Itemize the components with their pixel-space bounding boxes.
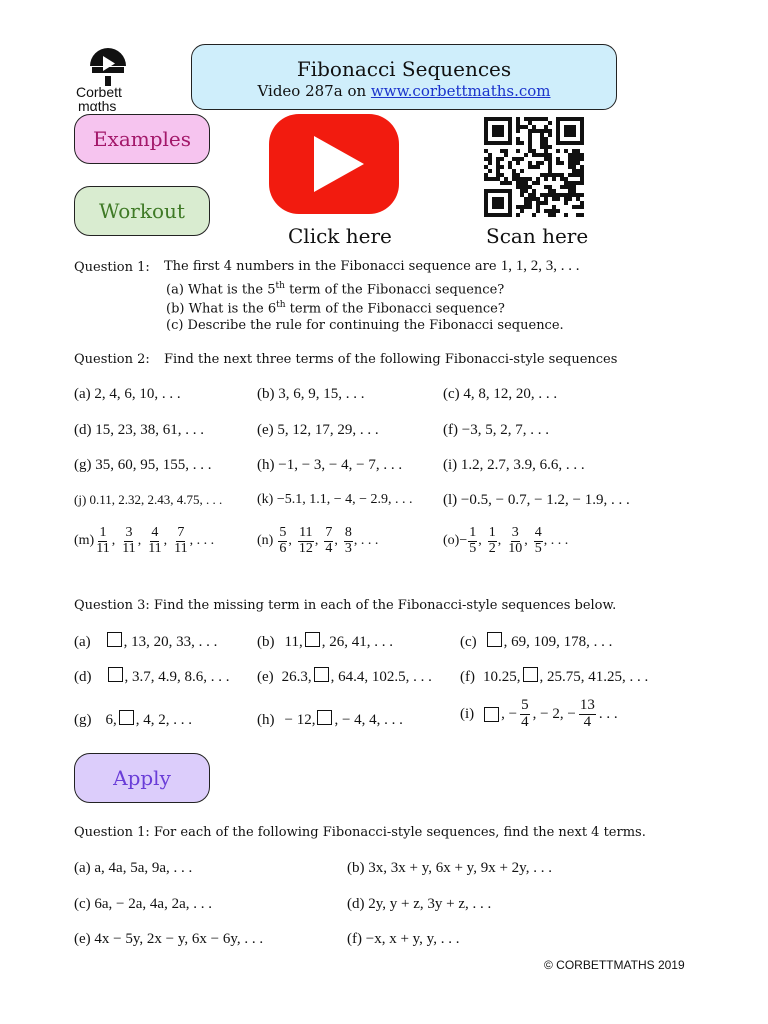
q3-a-rest: , 13, 20, 33, . . . — [123, 634, 218, 650]
q1-label: Question 1: — [74, 260, 150, 275]
q2-e: (e) 5, 12, 17, 29, . . . — [257, 422, 379, 438]
examples-button[interactable]: Examples — [74, 114, 210, 164]
scan-here-label: Scan here — [486, 224, 589, 248]
dots: , . . . — [189, 533, 215, 549]
frac-num: 11 — [299, 525, 313, 540]
q1-a-sup: th — [275, 281, 285, 291]
q2-m-frac4 — [173, 526, 188, 556]
q2-c: (c) 4, 8, 12, 20, . . . — [443, 386, 558, 402]
comma: , — [163, 533, 168, 549]
page-title: Fibonacci Sequences — [296, 57, 512, 81]
frac-den: 11 — [148, 540, 162, 556]
q3-g-pre: 6, — [105, 712, 117, 728]
q3-i-end: . . . — [598, 705, 618, 722]
q2-n-label: (n) — [257, 533, 274, 549]
q2-label: Question 2: — [74, 352, 150, 367]
answer-box[interactable] — [317, 710, 332, 725]
q2-m — [74, 526, 214, 556]
q2-m-frac1 — [95, 526, 110, 556]
q1-part-c: (c) Describe the rule for continuing the Fibonacci sequence. — [166, 318, 564, 333]
subtitle-prefix: Video 287a on — [257, 82, 371, 100]
q3-b-rest: , 26, 41, . . . — [321, 634, 393, 650]
qr-code[interactable] — [482, 117, 586, 217]
copyright: © CORBETTMATHS 2019 — [544, 958, 685, 972]
q3-e-pre: 26.3, — [281, 669, 312, 685]
frac-den: 3 — [344, 540, 352, 556]
q3-i — [460, 698, 618, 731]
website-link[interactable]: www.corbettmaths.com — [370, 82, 551, 100]
q3-h-label: (h) — [257, 712, 275, 728]
frac-num: 7 — [177, 525, 185, 540]
frac-num: 1 — [488, 525, 496, 540]
q1-sequence: 1, 1, 2, 3, . . . — [500, 258, 580, 274]
comma: , — [478, 533, 482, 549]
q3-b — [257, 632, 393, 651]
frac-den: 4 — [521, 713, 529, 730]
apply-q1-text: Question 1: For each of the following Fibonacci-style sequences, find the next 4 terms. — [74, 825, 646, 840]
comma: , — [314, 533, 319, 549]
q3-e — [257, 667, 432, 686]
q2-a: (a) 2, 4, 6, 10, . . . — [74, 386, 181, 402]
q1-b-text: (b) What is the 6 — [166, 301, 277, 317]
frac-num: 4 — [151, 525, 159, 540]
frac-den: 11 — [122, 540, 136, 556]
q1-b-sup: th — [276, 300, 286, 310]
q2-m-frac2 — [121, 526, 136, 556]
q3-a-label: (a) — [74, 634, 91, 650]
q3-h — [257, 710, 403, 729]
play-icon[interactable] — [269, 114, 399, 214]
q3-c — [460, 632, 612, 651]
q3-d-rest: , 3.7, 4.9, 8.6, . . . — [124, 669, 230, 685]
q3-g-label: (g) — [74, 712, 92, 728]
q3-c-label: (c) — [460, 634, 477, 650]
q3-text: Question 3: Find the missing term in each of the Fibonacci-style sequences below. — [74, 598, 617, 613]
q3-h-rest: , − 4, 4, . . . — [334, 712, 403, 728]
workout-button[interactable]: Workout — [74, 186, 210, 236]
q1-text — [164, 258, 579, 275]
frac-num: 13 — [579, 697, 595, 713]
answer-box[interactable] — [305, 632, 320, 647]
q3-h-pre: − 12, — [284, 712, 316, 728]
answer-box[interactable] — [487, 632, 502, 647]
frac-den: 11 — [174, 540, 188, 556]
frac-num: 5 — [279, 525, 287, 540]
comma: , — [497, 533, 502, 549]
q3-f-pre: 10.25, — [483, 669, 521, 685]
q2-k: (k) −5.1, 1.1, − 4, − 2.9, . . . — [257, 492, 413, 507]
q3-f-rest: , 25.75, 41.25, . . . — [539, 669, 649, 685]
q2-h: (h) −1, − 3, − 4, − 7, . . . — [257, 457, 403, 473]
frac-den: 2 — [488, 540, 496, 556]
q1-a-rest: term of the Fibonacci sequence? — [284, 282, 505, 298]
minus: − — [459, 533, 468, 549]
logo-text-line2: mαths — [78, 98, 117, 114]
comma: , — [288, 533, 292, 549]
q2-o-frac3 — [507, 526, 523, 556]
title-box — [191, 44, 617, 110]
q3-d — [74, 667, 230, 686]
q3-g — [74, 710, 192, 729]
q2-j: (j) 0.11, 2.32, 2.43, 4.75, . . . — [74, 492, 223, 507]
frac-den: 6 — [279, 540, 287, 556]
q2-f: (f) −3, 5, 2, 7, . . . — [443, 422, 549, 438]
apply-button[interactable]: Apply — [74, 753, 210, 803]
q2-n — [257, 526, 378, 556]
answer-box[interactable] — [108, 667, 123, 682]
q2-n-frac3 — [324, 526, 333, 556]
q3-i-frac1 — [520, 698, 530, 731]
dots: , . . . — [543, 533, 569, 549]
frac-den: 5 — [469, 540, 477, 556]
qr-code-icon[interactable] — [482, 117, 586, 217]
q2-o-frac4 — [534, 526, 543, 556]
q1-part-a — [166, 281, 504, 297]
frac-num: 1 — [99, 525, 107, 540]
q3-e-rest: , 64.4, 102.5, . . . — [330, 669, 432, 685]
frac-den: 4 — [325, 540, 333, 556]
frac-den: 5 — [534, 540, 542, 556]
q2-n-frac2 — [298, 526, 314, 556]
q3-g-rest: , 4, 2, . . . — [135, 712, 192, 728]
q3-f — [460, 667, 648, 686]
answer-box[interactable] — [107, 632, 122, 647]
frac-num: 3 — [125, 525, 133, 540]
q1-prompt: The first 4 numbers in the Fibonacci sequence are — [164, 259, 497, 274]
q3-i-label: (i) — [460, 705, 475, 722]
q3-i-mid2: , − 2, − — [532, 705, 576, 722]
dots: , . . . — [353, 533, 379, 549]
q2-d: (d) 15, 23, 38, 61, . . . — [74, 422, 204, 438]
q2-b: (b) 3, 6, 9, 15, . . . — [257, 386, 365, 402]
apply-q1-a: (a) a, 4a, 5a, 9a, . . . — [74, 860, 193, 876]
frac-den: 10 — [508, 540, 523, 556]
frac-den: 12 — [298, 540, 313, 556]
q3-c-rest: , 69, 109, 178, . . . — [503, 634, 613, 650]
q3-i-frac2 — [579, 698, 596, 731]
frac-den: 11 — [96, 540, 110, 556]
apply-q1-f: (f) −x, x + y, y, . . . — [347, 931, 460, 947]
q2-o-frac2 — [488, 526, 497, 556]
page-subtitle — [192, 82, 616, 100]
q3-e-label: (e) — [257, 669, 274, 685]
q3-b-label: (b) — [257, 634, 275, 650]
q2-o-label: (o) — [443, 533, 460, 549]
q2-n-frac4 — [344, 526, 353, 556]
corbettmaths-logo — [74, 46, 142, 112]
comma: , — [334, 533, 338, 549]
apply-q1-e: (e) 4x − 5y, 2x − y, 6x − 6y, . . . — [74, 931, 264, 947]
frac-num: 5 — [521, 697, 529, 713]
frac-num: 1 — [469, 525, 477, 540]
comma: , — [524, 533, 528, 549]
q2-m-label: (m) — [74, 533, 95, 549]
apply-q1-b: (b) 3x, 3x + y, 6x + y, 9x + 2y, . . . — [347, 860, 552, 876]
q2-text: Find the next three terms of the following Fibonacci-style sequences — [164, 352, 618, 367]
q2-o — [443, 526, 568, 556]
q2-m-frac3 — [147, 526, 162, 556]
apply-q1-c: (c) 6a, − 2a, 4a, 2a, . . . — [74, 896, 212, 912]
click-here-label: Click here — [288, 224, 392, 248]
video-play-button[interactable] — [269, 114, 399, 214]
q2-o-frac1 — [468, 526, 477, 556]
logo-text-line1: Corbett — [76, 84, 122, 100]
q3-i-mid: , − — [501, 705, 518, 722]
logo-emblem-icon — [86, 46, 130, 86]
frac-num: 3 — [511, 525, 519, 540]
q1-part-b — [166, 300, 505, 316]
comma: , — [111, 533, 116, 549]
frac-den: 4 — [583, 713, 592, 730]
q3-d-label: (d) — [74, 669, 92, 685]
q3-a — [74, 632, 217, 651]
q1-b-rest: term of the Fibonacci sequence? — [285, 301, 505, 317]
q1-a-text: (a) What is the 5 — [166, 282, 276, 298]
answer-box[interactable] — [314, 667, 329, 682]
answer-box[interactable] — [119, 710, 134, 725]
frac-num: 7 — [325, 525, 333, 540]
frac-num: 4 — [534, 525, 542, 540]
frac-num: 8 — [344, 525, 352, 540]
q2-i: (i) 1.2, 2.7, 3.9, 6.6, . . . — [443, 457, 585, 473]
q3-f-label: (f) — [460, 669, 475, 685]
answer-box[interactable] — [523, 667, 538, 682]
q2-n-frac1 — [278, 526, 287, 556]
apply-q1-d: (d) 2y, y + z, 3y + z, . . . — [347, 896, 492, 912]
answer-box[interactable] — [484, 707, 499, 722]
comma: , — [137, 533, 142, 549]
q2-g: (g) 35, 60, 95, 155, . . . — [74, 457, 212, 473]
q3-b-pre: 11, — [284, 634, 303, 650]
q2-l: (l) −0.5, − 0.7, − 1.2, − 1.9, . . . — [443, 492, 630, 508]
